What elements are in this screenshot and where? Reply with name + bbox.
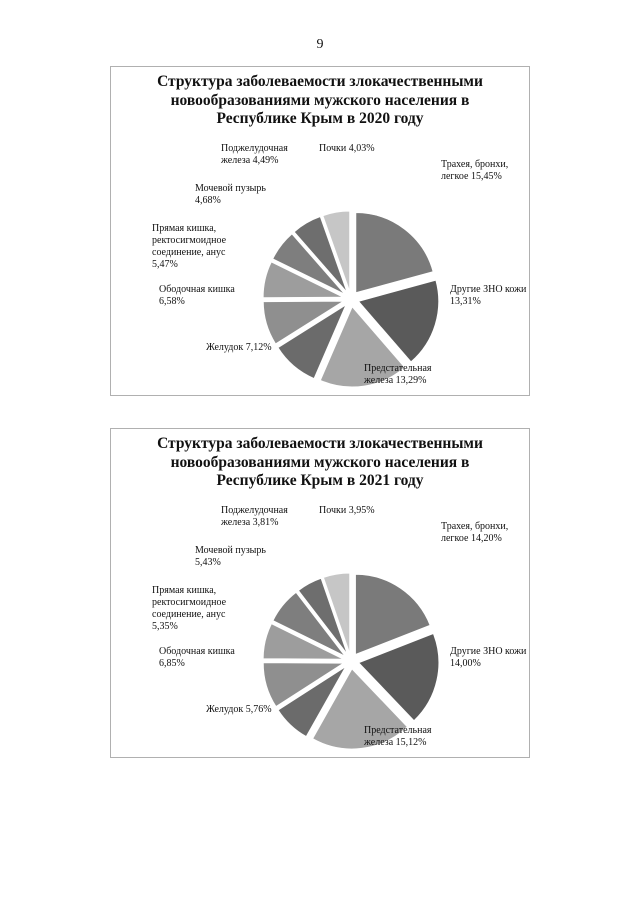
slice-label: Ободочная кишка 6,58%: [159, 284, 235, 307]
slice-label: Поджелудочная железа 4,49%: [221, 143, 288, 166]
slice-label: Предстательная железа 15,12%: [364, 725, 432, 748]
slice-label: Поджелудочная железа 3,81%: [221, 505, 288, 528]
slice-label: Желудок 5,76%: [206, 704, 272, 715]
slice-label: Почки 3,95%: [319, 505, 375, 516]
pie-plot: [111, 429, 529, 757]
chart-title-line: Структура заболеваемости злокачественными: [157, 435, 483, 452]
slice-label: Мочевой пузырь 4,68%: [195, 183, 266, 206]
slice-label: Прямая кишка, ректосигмоидное соединение, анус 5,47%: [152, 223, 227, 270]
slice-label: Желудок 7,12%: [206, 342, 272, 353]
pie-chart-2020: [110, 66, 530, 396]
slice-label: Другие ЗНО кожи 14,00%: [450, 646, 527, 669]
slice-label: Трахея, бронхи, легкое 14,20%: [441, 521, 509, 544]
slice-label: Мочевой пузырь 5,43%: [195, 545, 266, 568]
slice-label: Предстательная железа 13,29%: [364, 363, 432, 386]
chart-title-line: Структура заболеваемости злокачественными: [157, 73, 483, 90]
slice-label: Ободочная кишка 6,85%: [159, 646, 235, 669]
page-number: 9: [316, 37, 324, 52]
chart-title-line: Республике Крым в 2020 году: [216, 110, 424, 127]
slice-label: Почки 4,03%: [319, 143, 375, 154]
pie-chart-2021: [110, 428, 530, 758]
slice-label: Другие ЗНО кожи 13,31%: [450, 284, 527, 307]
chart-title-line: новообразованиями мужского населения в: [170, 91, 470, 109]
pie-plot: [111, 67, 529, 395]
chart-title-line: Республике Крым в 2021 году: [216, 472, 424, 489]
chart-title-line: новообразованиями мужского населения в: [170, 453, 470, 471]
slice-label: Прямая кишка, ректосигмоидное соединение, анус 5,35%: [152, 585, 227, 632]
slice-label: Трахея, бронхи, легкое 15,45%: [441, 159, 509, 182]
pie-slice: [356, 213, 433, 293]
